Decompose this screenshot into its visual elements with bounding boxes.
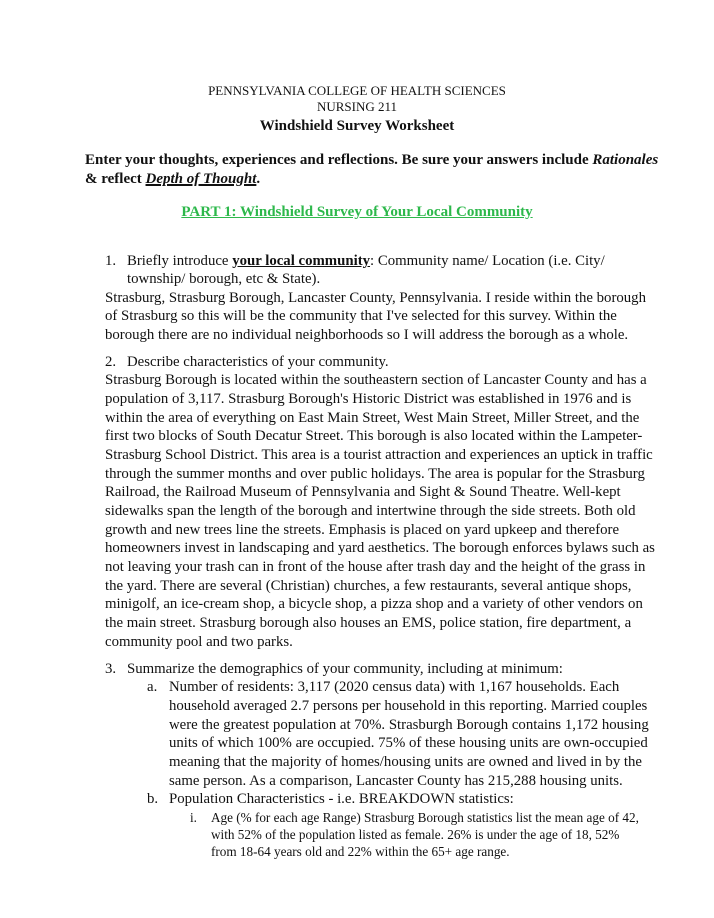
q2-answer-line: the yard. There are several (Christian) churches, a few restaurants, several antique shops, [105, 578, 632, 594]
instructions-line-1 [85, 151, 659, 170]
college-name: PENNSYLVANIA COLLEGE OF HEALTH SCIENCES [208, 83, 506, 98]
q3b-text: Population Characteristics - i.e. BREAKDOWN statistics: [169, 791, 514, 807]
q2-answer-line: community pool and two parks. [105, 634, 293, 650]
q1-prompt-emphasis: your local community [232, 253, 371, 269]
q2-number: 2. [105, 354, 117, 370]
q3-number: 3. [105, 661, 117, 677]
instructions-text: & reflect [85, 171, 146, 187]
q2-answer-line: sidewalks span the length of the borough and intertwine through the side streets. Both old [105, 503, 636, 519]
instructions-line-2 [85, 170, 645, 189]
q3bi-label: i. [190, 810, 197, 825]
q1-prompt-suffix: : Community name/ Location (i.e. City/ [370, 253, 605, 269]
q1-answer-line: Strasburg, Strasburg Borough, Lancaster County, Pennsylvania. I reside within the borough [105, 290, 646, 306]
part1-heading: PART 1: Windshield Survey of Your Local Community [181, 204, 533, 220]
q1-prompt-text: Briefly introduce [127, 253, 233, 269]
q3a-line: meaning that the majority of homes/housing units are owned and lived in by the [169, 754, 642, 770]
instructions-period: . [256, 171, 261, 187]
q2-answer-line: the main street. Strasburg borough also houses an EMS, police station, fire department, a [105, 615, 632, 631]
q3bi-line: with 52% of the population listed as female. 26% is under the age of 18, 52% [211, 827, 620, 842]
q1-number: 1. [105, 253, 117, 269]
q3bi-line: Age (% for each age Range) Strasburg Borough statistics list the mean age of 42, [211, 810, 639, 825]
q1-prompt-line-1 [127, 252, 605, 271]
q2-answer-line: population of 3,117. Strasburg Borough's Historic District was established in 1976 and is [105, 391, 632, 407]
q2-answer-line: through the summer months and over public holidays. The area is popular for the Strasburg [105, 466, 645, 482]
instructions-emphasis-depth: Depth of Thought [145, 171, 257, 187]
q2-answer-line: Strasburg Borough is located within the southeastern section of Lancaster County and has a [105, 372, 647, 388]
q3bi-line: from 18-64 years old and 22% within the 65+ age range. [211, 844, 510, 859]
q2-answer-line: growth and new trees line the streets. Emphasis is placed on yard upkeep and therefore [105, 522, 620, 538]
q3a-line: Number of residents: 3,117 (2020 census data) with 1,167 households. Each [169, 679, 620, 695]
q1-answer-line: borough there are no individual neighborhoods so I will address the borough as a whole. [105, 327, 629, 343]
q2-answer-line: Strasburg School District. This area is a tourist attraction and experiences an uptick in traffic [105, 447, 653, 463]
instructions-emphasis-rationales: Rationales [592, 152, 659, 168]
q3a-label: a. [147, 679, 158, 695]
q3b-label: b. [147, 791, 159, 807]
q2-answer-line: homeowners invest in landscaping and yard aesthetics. The borough enforces bylaws such as [105, 540, 655, 556]
worksheet-title: Windshield Survey Worksheet [259, 118, 455, 134]
q3a-line: units of which 100% are occupied. 75% of these housing units are own-occupied [169, 735, 648, 751]
course-code: NURSING 211 [316, 99, 398, 114]
q3a-line: same person. As a comparison, Lancaster County has 215,288 housing units. [169, 773, 623, 789]
q2-answer-line: not leaving your trash can in front of the house after trash day and the height of the grass in [105, 559, 646, 575]
q3-prompt: Summarize the demographics of your community, including at minimum: [127, 661, 563, 677]
q2-answer-line: Railroad, the Railroad Museum of Pennsylvania and Sight & Sound Theatre. Well-kept [105, 484, 621, 500]
q1-prompt-line-2: township/ borough, etc & State). [127, 271, 321, 287]
q3a-line: were the greatest population at 70%. Strasburgh Borough contains 1,172 housing [169, 717, 649, 733]
instructions-text: Enter your thoughts, experiences and reflections. Be sure your answers include [85, 152, 593, 168]
q2-answer-line: first two blocks of South Decatur Street. This borough is also located within the Lampeter- [105, 428, 643, 444]
q1-answer-line: of Strasburg so this will be the community that I've selected for this survey. Within the [105, 308, 617, 324]
q3a-line: household averaged 2.7 persons per household in this reporting. Married couples [169, 698, 648, 714]
q2-answer-line: within the area of everything on East Main Street, West Main Street, Miller Street, and the [105, 410, 640, 426]
q2-prompt: Describe characteristics of your community. [127, 354, 389, 370]
q2-answer-line: minigolf, an ice-cream shop, a bicycle shop, a pizza shop and a variety of other vendors on [105, 596, 643, 612]
